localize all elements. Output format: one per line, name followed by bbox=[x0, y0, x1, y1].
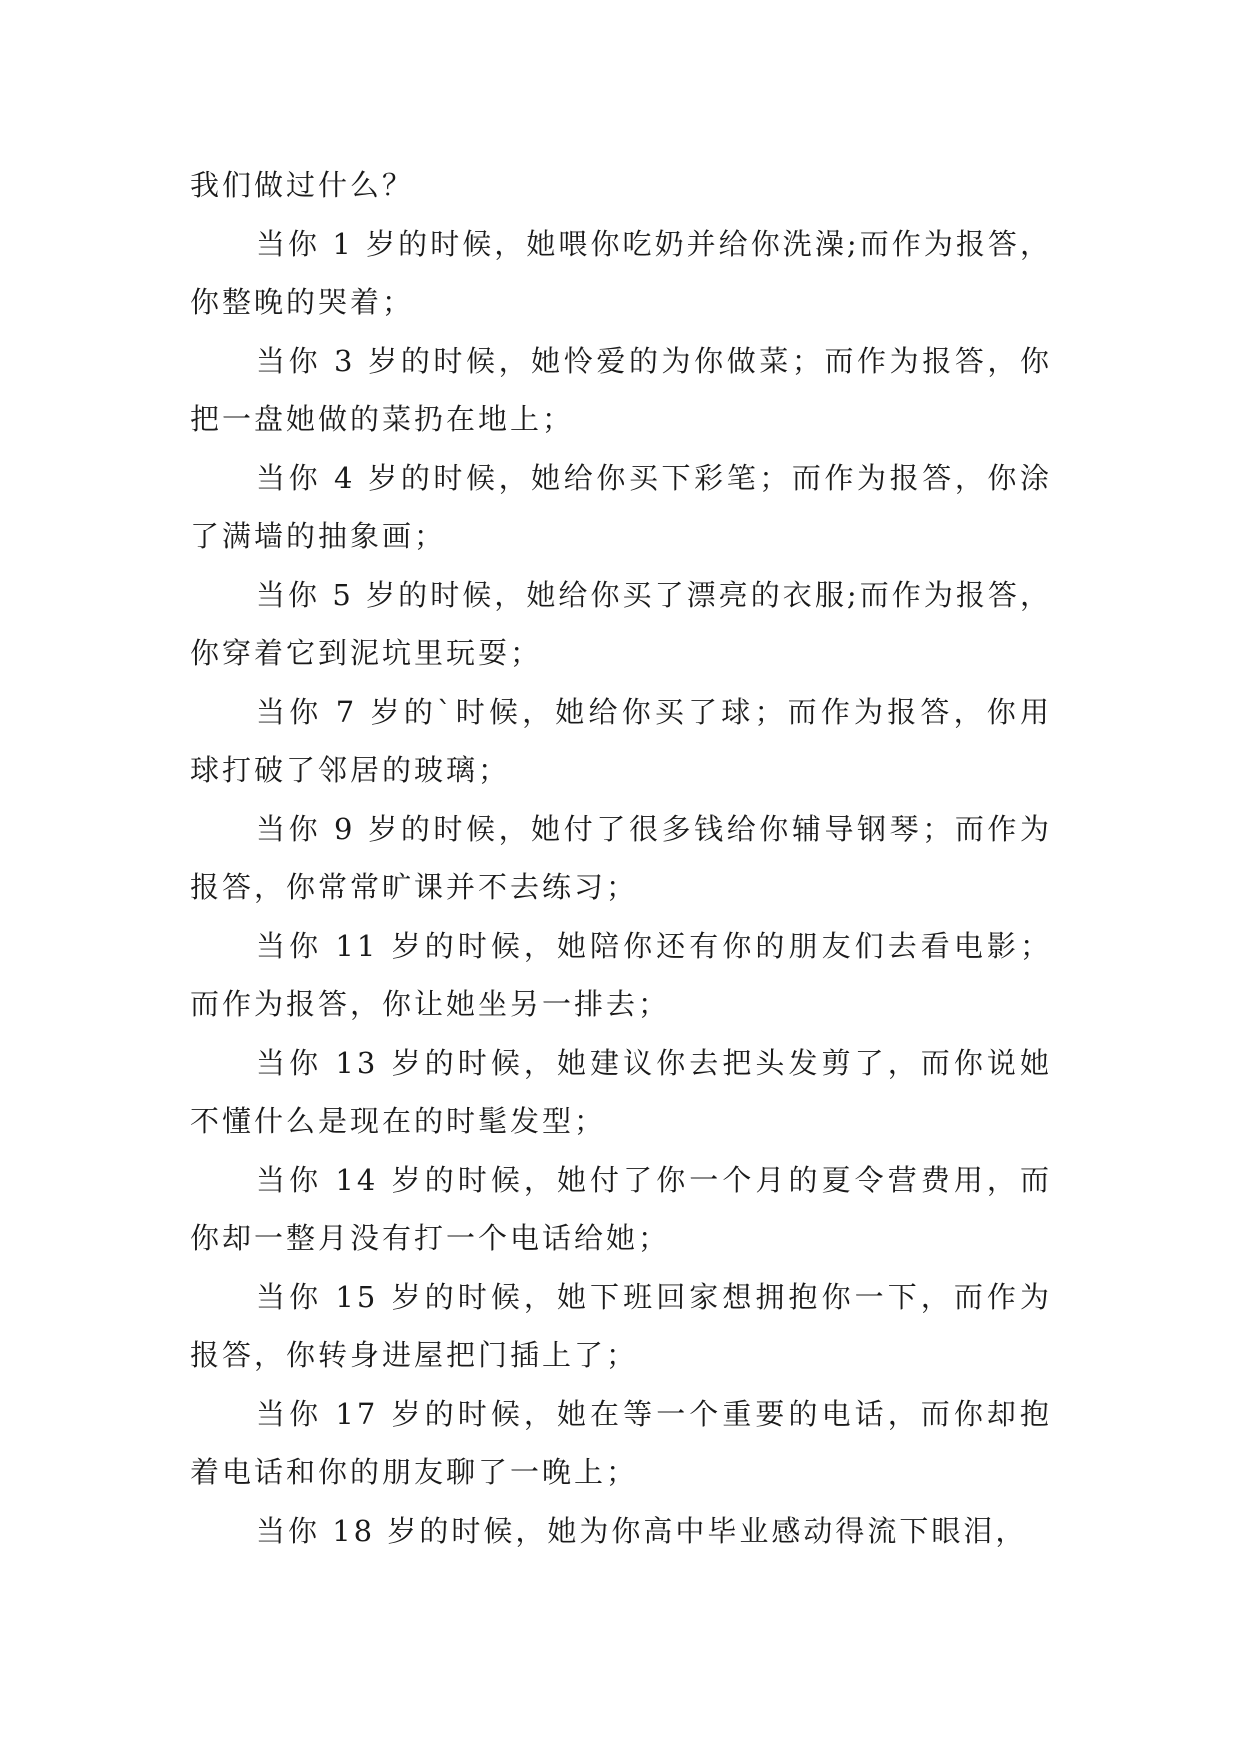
paragraph: 当你 18 岁的时候，她为你高中毕业感动得流下眼泪， bbox=[256, 1513, 1028, 1548]
paragraph: 当你 11 岁的时候，她陪你还有你的朋友们去看电影；而作为报答，你让她坐另一排去； bbox=[190, 928, 1052, 1021]
document-body bbox=[190, 156, 1052, 1560]
paragraph: 当你 17 岁的时候，她在等一个重要的电话，而你却抱着电话和你的朋友聊了一晚上； bbox=[190, 1396, 1052, 1489]
paragraph: 当你 9 岁的时候，她付了很多钱给你辅导钢琴；而作为报答，你常常旷课并不去练习； bbox=[190, 811, 1052, 904]
paragraph: 当你 1 岁的时候，她喂你吃奶并给你洗澡;而作为报答，你整晚的哭着； bbox=[190, 226, 1052, 319]
paragraph: 我们做过什么？ bbox=[190, 168, 415, 202]
paragraph: 当你 15 岁的时候，她下班回家想拥抱你一下，而作为报答，你转身进屋把门插上了； bbox=[190, 1279, 1052, 1372]
paragraph: 当你 5 岁的时候，她给你买了漂亮的衣服;而作为报答，你穿着它到泥坑里玩耍； bbox=[190, 577, 1052, 670]
paragraph: 当你 3 岁的时候，她怜爱的为你做菜；而作为报答，你把一盘她做的菜扔在地上； bbox=[190, 343, 1052, 436]
paragraph: 当你 7 岁的`时候，她给你买了球；而作为报答，你用球打破了邻居的玻璃； bbox=[190, 694, 1052, 787]
paragraph: 当你 14 岁的时候，她付了你一个月的夏令营费用，而你却一整月没有打一个电话给她； bbox=[190, 1162, 1052, 1255]
paragraph: 当你 4 岁的时候，她给你买下彩笔；而作为报答，你涂了满墙的抽象画； bbox=[190, 460, 1052, 553]
paragraph: 当你 13 岁的时候，她建议你去把头发剪了，而你说她不懂什么是现在的时髦发型； bbox=[190, 1045, 1052, 1138]
